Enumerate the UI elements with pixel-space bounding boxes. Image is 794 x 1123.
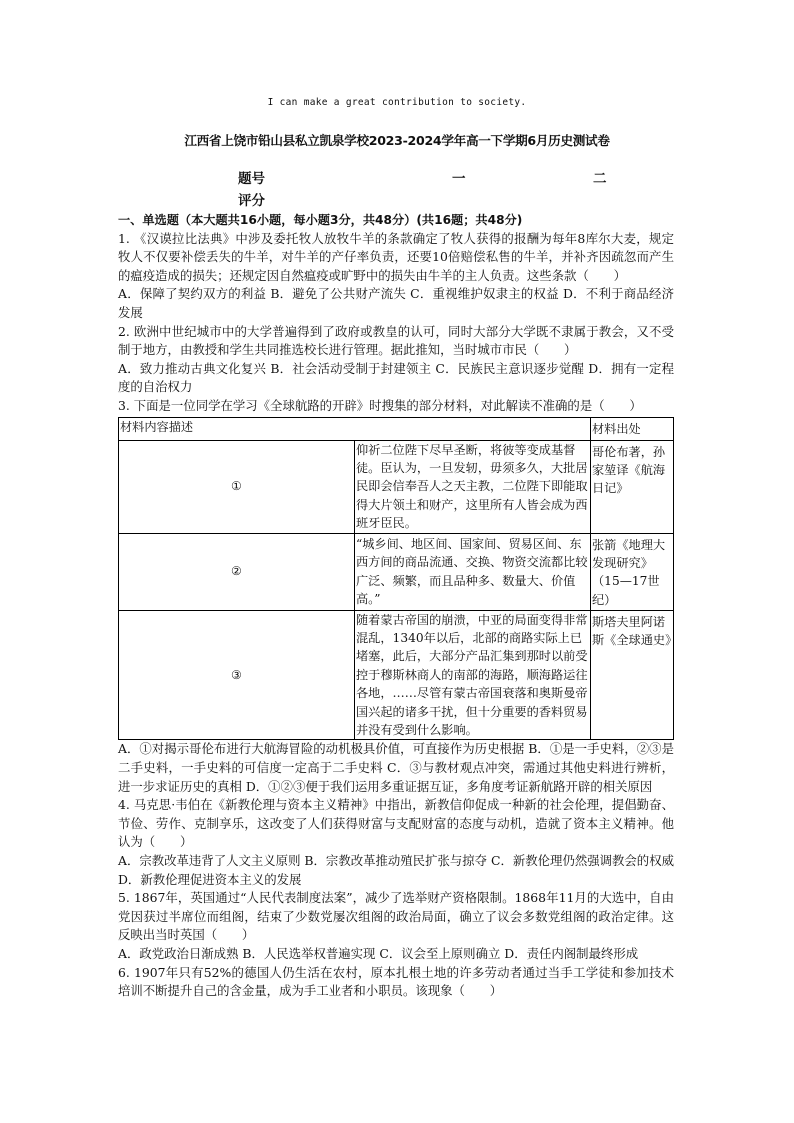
question-5-stem: 5. 1867年，英国通过“人民代表制度法案”，减少了选举财产资格限制。1868年11月的大选中，自由党因获过半席位而组阁，结束了少数党屡次组阁的政治局面，确立了议会多数党组阁的政治定律。这反映出当时英国（ ）: [118, 890, 674, 943]
score-table-row-label: 评分: [238, 193, 265, 209]
row-content: 仰祈二位陛下尽早圣断，将彼等变成基督徒。臣认为，一旦发轫，毋须多久，大批居民即会信奉吾人之天主教，二位陛下即能取得大片领土和财产，这里所有人皆会成为西班牙臣民。: [355, 440, 591, 533]
header-content: 材料内容描述: [119, 417, 591, 440]
question-6-stem: 6. 1907年只有52%的德国人仍生活在农村，原本扎根土地的许多劳动者通过当手工学徒和参加技术培训不断提升自己的含金量，成为手工业者和小职员。该现象（ ）: [118, 964, 674, 999]
row-number: ①: [119, 440, 355, 533]
table-row: [119, 610, 674, 740]
question-1-stem: 1. 《汉谟拉比法典》中涉及委托牧人放牧牛羊的条款确定了牧人获得的报酬为每年8库尔大麦，规定牧人不仅要补偿丢失的牛羊，对牛羊的产仔率负责，还要10倍赔偿私售的牛羊，并补齐因疏忽而产生的瘟疫造成的损失；还规定因自然瘟疫或旷野中的损失由牛羊的主人负责。这些条款（ ）: [118, 230, 674, 283]
question-3-stem: 3. 下面是一位同学在学习《全球航路的开辟》时搜集的部分材料，对此解读不准确的是（ ）: [118, 397, 642, 413]
question-2-stem: 2. 欧洲中世纪城市中的大学普遍得到了政府或教皇的认可，同时大部分大学既不隶属于教会，又不受制于地方，由教授和学生共同推选校长进行管理。据此推知，当时城市市民（ ）: [118, 323, 674, 358]
question-5-options: A．政党政治日渐成熟 B．人民选举权普遍实现 C．议会至上原则确立 D．责任内阁制最终形成: [118, 945, 639, 961]
row-number: ③: [119, 610, 355, 740]
question-content: [118, 211, 678, 1001]
material-table: [118, 417, 678, 741]
row-content: 随着蒙古帝国的崩溃，中亚的局面变得非常混乱，1340年以后，北部的商路实际上已堵塞，此后，大部分产品汇集到那时以前受控于穆斯林商人的南部的海路，顺海路运往各地，……尽管有蒙古帝国衰落和奥斯曼帝国兴起的诸多干扰，但十分重要的香料贸易并没有受到什么影响。: [355, 610, 591, 740]
motto-line: I can make a great contribution to society.: [267, 97, 527, 108]
question-1-options: A．保障了契约双方的利益 B．避免了公共财产流失 C．重视维护奴隶主的权益 D．不利于商品经济发展: [118, 286, 674, 320]
question-4-stem: 4. 马克思·韦伯在《新教伦理与资本主义精神》中指出，新教信仰促成一种新的社会伦理，提倡勤奋、节俭、劳作、克制享乐，这改变了人们获得财富与支配财富的态度与动机，造就了资本主义精神。他认为（ ）: [118, 797, 674, 850]
row-content: “城乡间、地区间、国家间、贸易区间、东西方间的商品流通、交换、物资交流都比较广泛、频繁，而且品种多、数量大、价值高。”: [355, 533, 591, 610]
score-table-col-2: 二: [593, 171, 607, 187]
table-row: [119, 440, 674, 533]
table-row: [119, 533, 674, 610]
row-number: ②: [119, 533, 355, 610]
header-source: 材料出处: [591, 417, 674, 440]
row-source: 张箭《地理大发现研究》（15—17世纪）: [591, 533, 674, 610]
question-4-options: A．宗教改革违背了人文主义原则 B．宗教改革推动殖民扩张与掠夺 C．新教伦理仍然强调教会的权威 D．新教伦理促进资本主义的发展: [118, 852, 674, 887]
score-table-col-1: 一: [452, 171, 466, 187]
question-2-options: A．致力推动古典文化复兴 B．社会活动受制于封建领主 C．民族民主意识逐步觉醒 D．拥有一定程度的自治权力: [118, 360, 674, 395]
section-heading: 一、单选题（本大题共16小题，每小题3分，共48分）(共16题；共48分): [118, 213, 523, 227]
row-source: 斯塔夫里阿诺斯《全球通史》: [591, 610, 674, 740]
score-table-col-label: 题号: [238, 171, 265, 187]
material-table-header: [119, 417, 674, 440]
question-3-options: A．①对揭示哥伦布进行大航海冒险的动机极具价值，可直接作为历史根据 B．①是一手史料，②③是二手史料，一手史料的可信度一定高于二手史料 C．③与教材观点冲突，需通过其他史料进行辨析，进一步求证历史的真相 D．①②③便于我们运用多重证据互证，多角度考证新航路开辟的相关原因: [118, 741, 674, 794]
row-source: 哥伦布著，孙家堃译《航海日记》: [591, 440, 674, 533]
exam-title: 江西省上饶市铅山县私立凯泉学校2023-2024学年高一下学期6月历史测试卷: [184, 133, 610, 148]
